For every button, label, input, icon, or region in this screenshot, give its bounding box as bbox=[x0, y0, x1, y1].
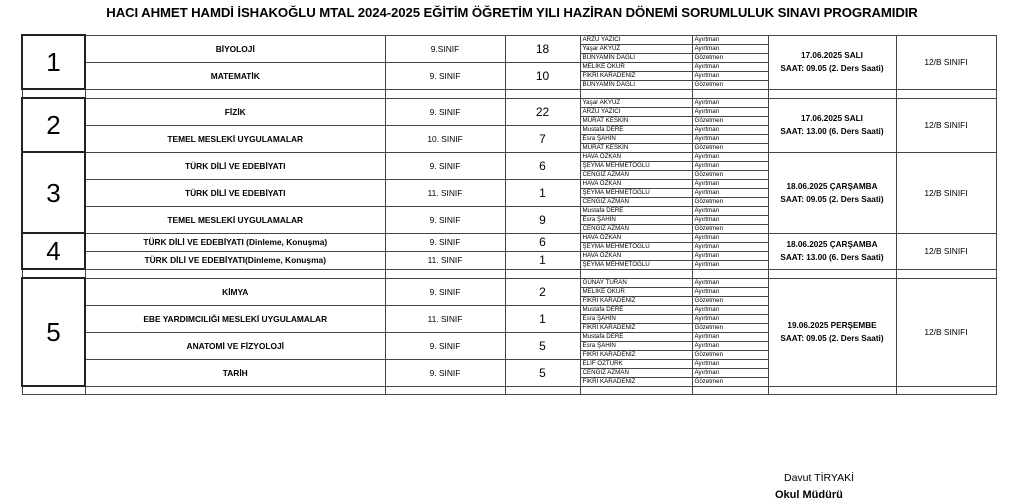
exam-class: 10. SINIF bbox=[385, 125, 505, 152]
exam-datetime bbox=[768, 233, 896, 269]
spacer-cell bbox=[22, 89, 85, 98]
staff-role: Ayırtman bbox=[692, 188, 768, 197]
staff-role: Gözetmen bbox=[692, 323, 768, 332]
exam-class: 9. SINIF bbox=[385, 233, 505, 251]
student-count: 6 bbox=[505, 233, 580, 251]
staff-name: MELİKE OKUR bbox=[580, 62, 692, 71]
group-spacer-row bbox=[22, 89, 996, 98]
staff-name: Yaşar AKYÜZ bbox=[580, 98, 692, 107]
exam-class: 9. SINIF bbox=[385, 62, 505, 89]
exam-room: 12/B SINIFI bbox=[896, 278, 996, 386]
staff-role: Ayırtman bbox=[692, 206, 768, 215]
staff-role: Gözetmen bbox=[692, 224, 768, 233]
group-number: 4 bbox=[22, 233, 85, 269]
staff-name: CENGİZ AZMAN bbox=[580, 224, 692, 233]
exam-datetime bbox=[768, 152, 896, 233]
student-count: 22 bbox=[505, 98, 580, 125]
staff-name: FİKRİ KARADENİZ bbox=[580, 71, 692, 80]
staff-name: FİKRİ KARADENİZ bbox=[580, 350, 692, 359]
staff-role: Ayırtman bbox=[692, 368, 768, 377]
staff-name: ŞEYMA MEHMETOĞLU bbox=[580, 260, 692, 269]
staff-name: HAVA ÖZKAN bbox=[580, 179, 692, 188]
staff-name: HAVA ÖZKAN bbox=[580, 152, 692, 161]
exam-subject: ANATOMİ VE FİZYOLOJİ bbox=[85, 332, 385, 359]
staff-role: Gözetmen bbox=[692, 170, 768, 179]
staff-name: ŞEYMA MEHMETOĞLU bbox=[580, 161, 692, 170]
staff-name: MELİKE OKUR bbox=[580, 287, 692, 296]
staff-name: ELİF ÖZTÜRK bbox=[580, 359, 692, 368]
staff-role: Gözetmen bbox=[692, 80, 768, 89]
spacer-cell bbox=[85, 269, 385, 278]
exam-class: 11. SINIF bbox=[385, 305, 505, 332]
student-count: 18 bbox=[505, 35, 580, 62]
exam-class: 9. SINIF bbox=[385, 278, 505, 305]
spacer-cell bbox=[692, 269, 768, 278]
group-number: 5 bbox=[22, 278, 85, 386]
staff-role: Ayırtman bbox=[692, 359, 768, 368]
staff-name: Mustafa DERE bbox=[580, 206, 692, 215]
exam-date: 19.06.2025 PERŞEMBE bbox=[787, 321, 877, 330]
staff-role: Ayırtman bbox=[692, 71, 768, 80]
staff-name: BÜNYAMİN DAĞLI bbox=[580, 53, 692, 62]
staff-role: Ayırtman bbox=[692, 242, 768, 251]
student-count: 1 bbox=[505, 305, 580, 332]
exam-schedule-table bbox=[21, 34, 997, 395]
staff-name: BÜNYAMİN DAĞLI bbox=[580, 80, 692, 89]
exam-datetime bbox=[768, 35, 896, 89]
spacer-cell bbox=[580, 386, 692, 395]
spacer-cell bbox=[505, 89, 580, 98]
exam-class: 9. SINIF bbox=[385, 359, 505, 386]
staff-name: Esra ŞAHİN bbox=[580, 314, 692, 323]
staff-name: ŞEYMA MEHMETOĞLU bbox=[580, 188, 692, 197]
spacer-cell bbox=[22, 386, 85, 395]
staff-name: FİKRİ KARADENİZ bbox=[580, 323, 692, 332]
group-number: 1 bbox=[22, 35, 85, 89]
staff-name: Yaşar AKYÜZ bbox=[580, 44, 692, 53]
exam-subject: TÜRK DİLİ VE EDEBİYATI (Dinleme, Konuşma) bbox=[85, 233, 385, 251]
exam-time: SAAT: 09.05 (2. Ders Saati) bbox=[780, 194, 884, 204]
spacer-cell bbox=[768, 386, 896, 395]
exam-class: 11. SINIF bbox=[385, 251, 505, 269]
staff-name: HAVA ÖZKAN bbox=[580, 233, 692, 242]
exam-date: 18.06.2025 ÇARŞAMBA bbox=[786, 181, 878, 191]
exam-subject: BİYOLOJİ bbox=[85, 35, 385, 62]
staff-name: ARZU YAZICI bbox=[580, 107, 692, 116]
staff-name: HAVA ÖZKAN bbox=[580, 251, 692, 260]
spacer-cell bbox=[580, 269, 692, 278]
staff-role: Ayırtman bbox=[692, 332, 768, 341]
spacer-cell bbox=[580, 89, 692, 98]
staff-role: Ayırtman bbox=[692, 161, 768, 170]
exam-time: SAAT: 09.05 (2. Ders Saati) bbox=[780, 334, 884, 343]
student-count: 7 bbox=[505, 125, 580, 152]
exam-class: 9. SINIF bbox=[385, 332, 505, 359]
spacer-cell bbox=[896, 269, 996, 278]
exam-subject: KİMYA bbox=[85, 278, 385, 305]
exam-subject: TARİH bbox=[85, 359, 385, 386]
staff-name: CENGİZ AZMAN bbox=[580, 170, 692, 179]
spacer-cell bbox=[896, 386, 996, 395]
group-number: 3 bbox=[22, 152, 85, 233]
student-count: 2 bbox=[505, 278, 580, 305]
exam-subject: EBE YARDIMCILIĞI MESLEKİ UYGULAMALAR bbox=[85, 305, 385, 332]
staff-name: Mustafa DERE bbox=[580, 305, 692, 314]
exam-subject: TEMEL MESLEKİ UYGULAMALAR bbox=[85, 206, 385, 233]
staff-name: MURAT KESKİN bbox=[580, 116, 692, 125]
exam-class: 9. SINIF bbox=[385, 98, 505, 125]
exam-date: 17.06.2025 SALI bbox=[801, 114, 863, 123]
staff-name: Esra ŞAHİN bbox=[580, 134, 692, 143]
spacer-cell bbox=[85, 386, 385, 395]
staff-name: FİKRİ KARADENİZ bbox=[580, 377, 692, 386]
staff-role: Ayırtman bbox=[692, 305, 768, 314]
table-row bbox=[22, 278, 996, 287]
staff-role: Ayırtman bbox=[692, 98, 768, 107]
staff-role: Ayırtman bbox=[692, 233, 768, 242]
staff-role: Ayırtman bbox=[692, 152, 768, 161]
student-count: 5 bbox=[505, 332, 580, 359]
exam-datetime bbox=[768, 98, 896, 152]
exam-time: SAAT: 13.00 (6. Ders Saati) bbox=[780, 253, 884, 262]
spacer-cell bbox=[768, 89, 896, 98]
spacer-cell bbox=[385, 386, 505, 395]
exam-room: 12/B SINIFI bbox=[896, 233, 996, 269]
staff-name: ARZU YAZICI bbox=[580, 35, 692, 44]
exam-class: 11. SINIF bbox=[385, 179, 505, 206]
exam-subject: MATEMATİK bbox=[85, 62, 385, 89]
exam-class: 9. SINIF bbox=[385, 152, 505, 179]
staff-role: Ayırtman bbox=[692, 287, 768, 296]
group-number: 2 bbox=[22, 98, 85, 152]
student-count: 6 bbox=[505, 152, 580, 179]
staff-role: Gözetmen bbox=[692, 116, 768, 125]
exam-class: 9. SINIF bbox=[385, 206, 505, 233]
staff-name: ŞEYMA MEHMETOĞLU bbox=[580, 242, 692, 251]
staff-role: Ayırtman bbox=[692, 134, 768, 143]
staff-role: Ayırtman bbox=[692, 215, 768, 224]
exam-time: SAAT: 09.05 (2. Ders Saati) bbox=[780, 64, 884, 73]
staff-role: Gözetmen bbox=[692, 296, 768, 305]
student-count: 5 bbox=[505, 359, 580, 386]
staff-role: Ayırtman bbox=[692, 314, 768, 323]
spacer-cell bbox=[692, 386, 768, 395]
exam-time: SAAT: 13.00 (6. Ders Saati) bbox=[780, 127, 884, 136]
staff-role: Gözetmen bbox=[692, 197, 768, 206]
spacer-cell bbox=[768, 269, 896, 278]
staff-name: Mustafa DERE bbox=[580, 332, 692, 341]
staff-role: Ayırtman bbox=[692, 107, 768, 116]
staff-name: CENGİZ AZMAN bbox=[580, 197, 692, 206]
staff-role: Gözetmen bbox=[692, 377, 768, 386]
signature-role: Okul Müdürü bbox=[775, 489, 843, 501]
student-count: 1 bbox=[505, 179, 580, 206]
spacer-cell bbox=[505, 269, 580, 278]
student-count: 9 bbox=[505, 206, 580, 233]
staff-name: Esra ŞAHİN bbox=[580, 341, 692, 350]
exam-subject: TÜRK DİLİ VE EDEBİYATI bbox=[85, 152, 385, 179]
table-row bbox=[22, 35, 996, 44]
group-spacer-row bbox=[22, 386, 996, 395]
staff-name: Esra ŞAHİN bbox=[580, 215, 692, 224]
staff-role: Ayırtman bbox=[692, 125, 768, 134]
staff-role: Gözetmen bbox=[692, 53, 768, 62]
table-row bbox=[22, 152, 996, 161]
spacer-cell bbox=[896, 89, 996, 98]
group-spacer-row bbox=[22, 269, 996, 278]
exam-date: 18.06.2025 ÇARŞAMBA bbox=[786, 240, 878, 249]
spacer-cell bbox=[692, 89, 768, 98]
page-title: HACI AHMET HAMDİ İSHAKOĞLU MTAL 2024-2025 EĞİTİM ÖĞRETİM YILI HAZİRAN DÖNEMİ SORUMLULUK SINAVI PROGRAMIDIR bbox=[106, 5, 918, 20]
exam-date: 17.06.2025 SALI bbox=[801, 51, 863, 60]
student-count: 10 bbox=[505, 62, 580, 89]
student-count: 1 bbox=[505, 251, 580, 269]
exam-subject: FİZİK bbox=[85, 98, 385, 125]
staff-name: CENGİZ AZMAN bbox=[580, 368, 692, 377]
staff-name: Mustafa DERE bbox=[580, 125, 692, 134]
exam-room: 12/B SINIFI bbox=[896, 152, 996, 233]
exam-room: 12/B SINIFI bbox=[896, 98, 996, 152]
staff-name: FİKRİ KARADENİZ bbox=[580, 296, 692, 305]
table-row bbox=[22, 98, 996, 107]
spacer-cell bbox=[385, 89, 505, 98]
staff-role: Ayırtman bbox=[692, 251, 768, 260]
staff-role: Ayırtman bbox=[692, 44, 768, 53]
exam-subject: TÜRK DİLİ VE EDEBİYATI bbox=[85, 179, 385, 206]
spacer-cell bbox=[505, 386, 580, 395]
staff-role: Gözetmen bbox=[692, 350, 768, 359]
spacer-cell bbox=[85, 89, 385, 98]
staff-role: Ayırtman bbox=[692, 62, 768, 71]
signature-name: Davut TİRYAKİ bbox=[784, 472, 855, 484]
exam-subject: TEMEL MESLEKİ UYGULAMALAR bbox=[85, 125, 385, 152]
staff-role: Ayırtman bbox=[692, 179, 768, 188]
exam-datetime bbox=[768, 278, 896, 386]
staff-role: Ayırtman bbox=[692, 35, 768, 44]
table-row bbox=[22, 233, 996, 242]
staff-role: Ayırtman bbox=[692, 278, 768, 287]
spacer-cell bbox=[22, 269, 85, 278]
exam-room: 12/B SINIFI bbox=[896, 35, 996, 89]
staff-name: MURAT KESKİN bbox=[580, 143, 692, 152]
staff-role: Gözetmen bbox=[692, 143, 768, 152]
exam-subject: TÜRK DİLİ VE EDEBİYATI(Dinleme, Konuşma) bbox=[85, 251, 385, 269]
spacer-cell bbox=[385, 269, 505, 278]
exam-class: 9.SINIF bbox=[385, 35, 505, 62]
staff-role: Ayırtman bbox=[692, 260, 768, 269]
staff-role: Ayırtman bbox=[692, 341, 768, 350]
staff-name: GÜNAY TURAN bbox=[580, 278, 692, 287]
